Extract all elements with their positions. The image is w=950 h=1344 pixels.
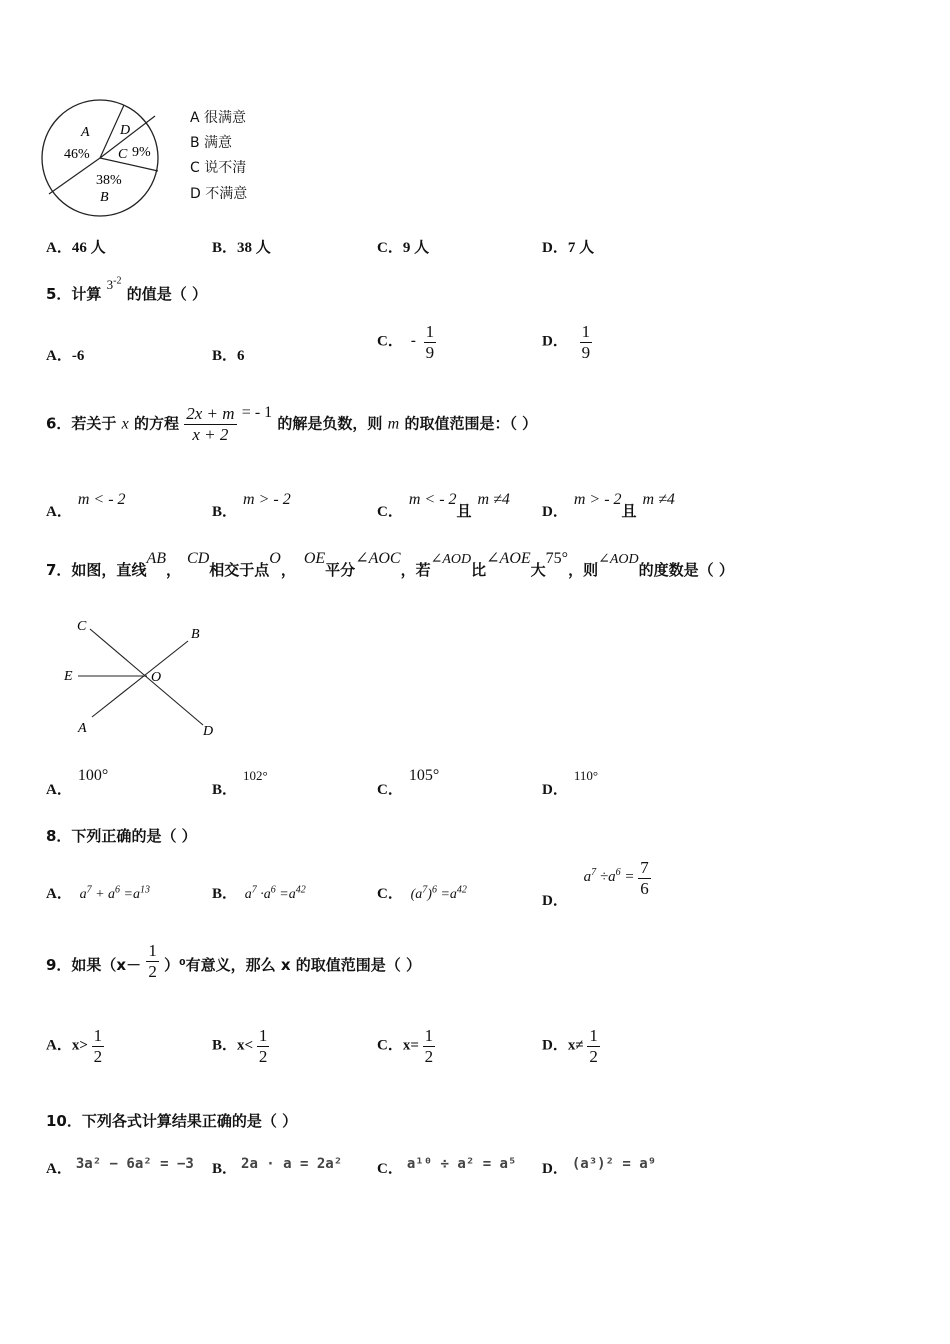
legend-d: D 不满意	[190, 186, 248, 202]
q7-option-a: A．100°	[46, 767, 109, 798]
pie-value-b: 38%	[96, 173, 122, 188]
q6-option-a: A．m < - 2	[46, 491, 126, 520]
q7-option-c: C．105°	[377, 767, 440, 798]
q5-option-c: C． - $\frac{1}{9}$	[377, 322, 435, 362]
q8-option-a: A． $a^7 + a^6 =a^{13}$	[46, 884, 150, 902]
q5-option-d: D． $\frac{1}{9}$	[542, 322, 591, 362]
q5-option-a: A．-6	[46, 348, 85, 364]
label-c: C	[77, 619, 87, 634]
q10-stem: 10．下列各式计算结果正确的是（ ）	[46, 1112, 298, 1130]
q8-option-c: C． $(a^7)^6 =a^{42}$	[377, 884, 467, 902]
q4-option-d: D．7 人	[542, 240, 595, 256]
q7-figure	[60, 615, 230, 740]
legend-b: B 满意	[190, 135, 233, 151]
label-o: O	[151, 670, 162, 685]
q8-option-d: D． $a^7 \div a^6$ = $\frac{7}{6}$	[542, 858, 649, 910]
label-b: B	[191, 627, 200, 642]
q6-stem: 6．若关于 x 的方程 $\frac{2x + m}{x + 2}$ = - 1 的解是负数，则 m 的取值范围是：（ ）	[46, 403, 538, 444]
q10-option-b: B． 2a · a = 2a²	[212, 1156, 343, 1177]
label-d: D	[203, 724, 214, 739]
pie-label-d: D	[120, 123, 131, 138]
q9-stem: 9．如果（x－ $\frac{1}{2}$ ）⁰有意义，那么 x 的取值范围是（ ）	[46, 941, 422, 981]
q7-option-b: B．102°	[212, 768, 268, 798]
line-ab	[92, 641, 188, 717]
q5-option-b: B．6	[212, 348, 245, 364]
pie-label-b: B	[100, 190, 109, 205]
pie-value-a: 46%	[64, 147, 90, 162]
legend-a: A 很满意	[190, 110, 247, 126]
q6-option-c: C．m < - 2且m ≠4	[377, 491, 510, 520]
q6-option-d: D．m > - 2且m ≠4	[542, 491, 675, 520]
q7-stem: 7．如图，直线AB，CD相交于点O，OE平分∠AOC，若∠AOD比∠AOE大75°，则∠AOD的度数是（ ）	[46, 550, 734, 579]
q4-option-b: B．38 人	[212, 240, 271, 256]
q4-option-c: C．9 人	[377, 240, 430, 256]
legend-c: C 说不清	[190, 160, 247, 176]
pie-label-a: A	[81, 125, 90, 140]
q10-option-d: D． (a³)² = a⁹	[542, 1156, 657, 1177]
pie-divider-4	[49, 158, 100, 194]
pie-value-c: 9%	[132, 145, 151, 160]
q9-option-b: B．x< $\frac{1}{2}$	[212, 1026, 268, 1066]
pie-label-c: C	[118, 147, 128, 162]
q10-option-c: C． a¹⁰ ÷ a² = a⁵	[377, 1156, 517, 1177]
q4-option-a: A．46 人	[46, 240, 106, 256]
q9-option-a: A．x> $\frac{1}{2}$	[46, 1026, 103, 1066]
pie-chart	[40, 96, 170, 220]
q7-option-d: D．110°	[542, 768, 599, 798]
q5-stem: 5．计算 $3^{-2}$ 的值是（ ）	[46, 275, 207, 303]
q6-option-b: B．m > - 2	[212, 491, 291, 520]
line-cd	[90, 629, 203, 725]
label-e: E	[64, 669, 73, 684]
label-a: A	[78, 721, 87, 736]
q9-option-c: C．x= $\frac{1}{2}$	[377, 1026, 434, 1066]
q10-option-a: A． 3a² − 6a² = −3	[46, 1156, 194, 1177]
q8-stem: 8．下列正确的是（ ）	[46, 827, 197, 845]
q8-option-b: B． $a^7 \cdot a^6 =a^{42}$	[212, 884, 306, 902]
q9-option-d: D．x≠ $\frac{1}{2}$	[542, 1026, 598, 1066]
